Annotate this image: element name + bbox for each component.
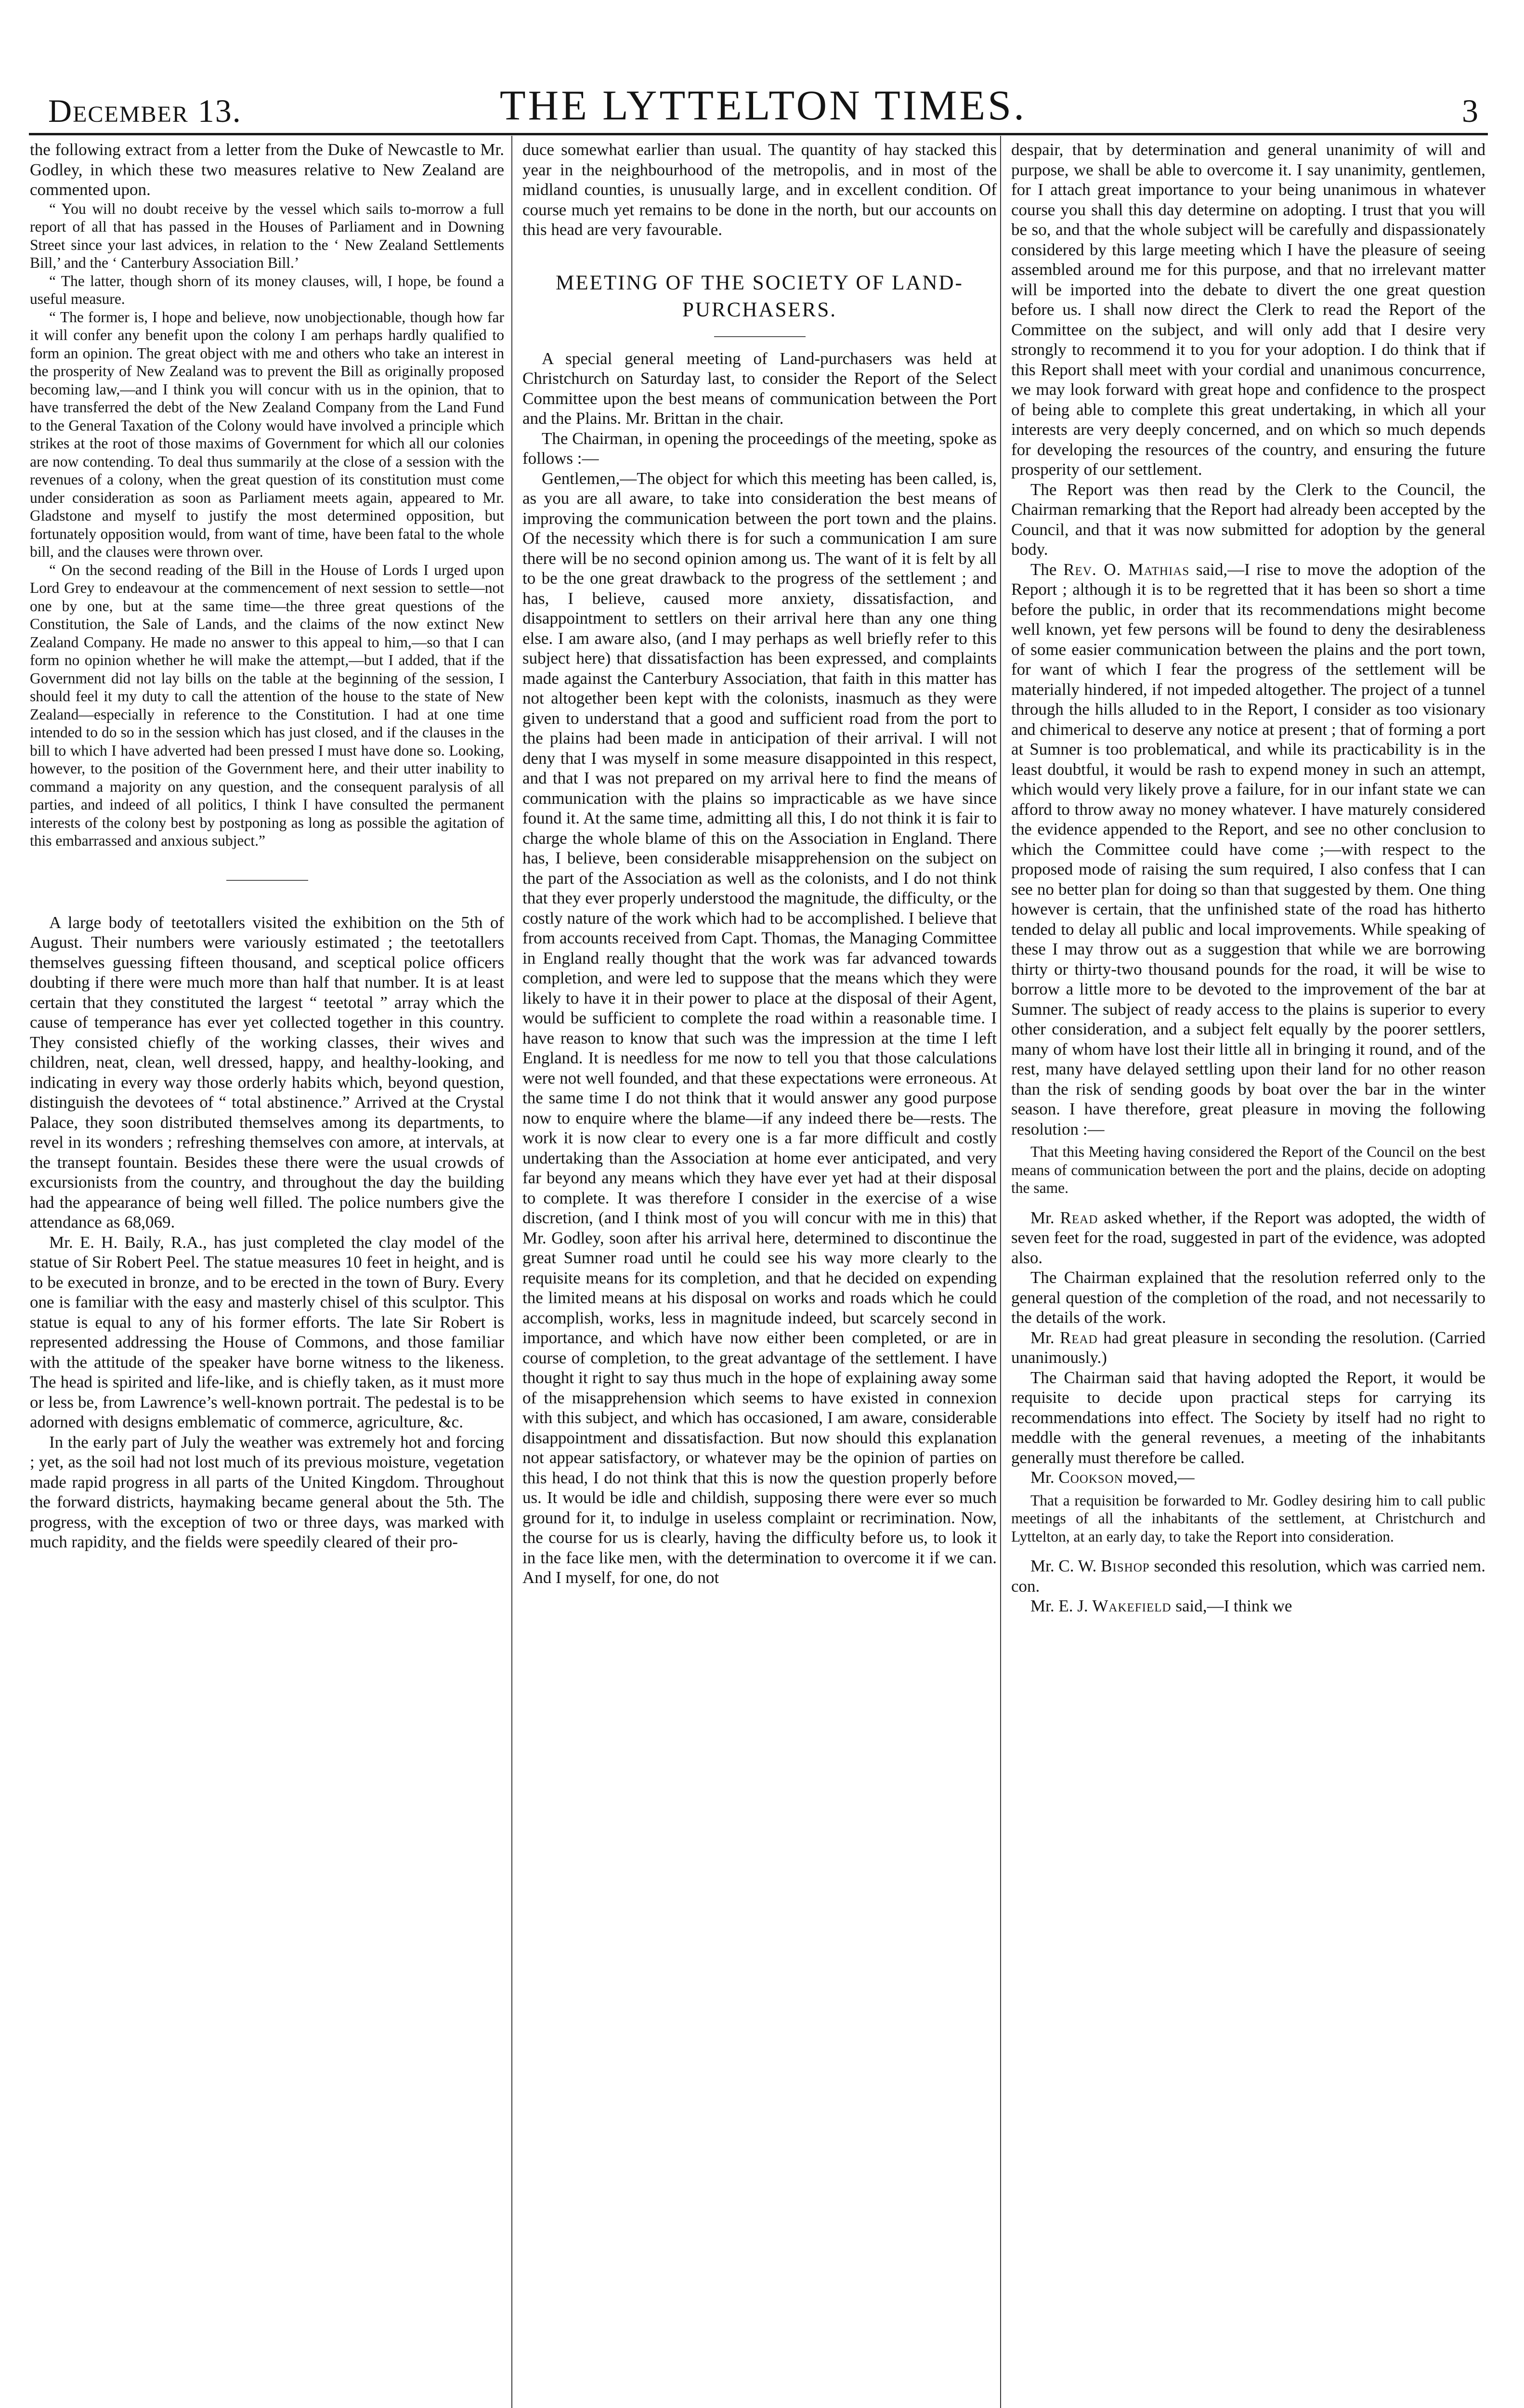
speech-paragraph: despair, that by determination and general unanimity of will and purpose, we shall be able to overcome it. I say unanimity, gentlemen, for I attach great importance to your being unanimous in whatever course you shall this day determine on adopting. I trust that you will be so, and that the whole subject will be carefully and dispassionately considered by this large meeting which I have the pleasure of seeing assembled around me for this purpose, and that no irrelevant matter will be imported into the debate to divert the one great question before us. I shall now direct the Clerk to read the Report of the Committee on the subject, and will only add that I desire very strongly to recommend it to you for your adoption. I do think that if this Report shall meet with your cordial and unanimous concurrence, we may look forward with great hope and confidence to the prospect of being able to complete this great undertaking, in which all your interests are very deeply concerned, and on which so much depends for developing the resources of the country, and ensuring the future prosperity of our settlement. [1011, 140, 1485, 479]
column-2 [522, 140, 997, 1588]
speaker-name: Read [1060, 1208, 1098, 1227]
speech-paragraph: Mr. Read had great pleasure in seconding the resolution. (Carried unanimously.) [1011, 1328, 1485, 1367]
speech-paragraph: Mr. C. W. Bishop seconded this resolution, which was carried nem. con. [1011, 1557, 1485, 1596]
section-separator [226, 880, 308, 881]
article-heading: MEETING OF THE SOCIETY OF LAND-PURCHASERS. [556, 271, 964, 321]
letter-quote-paragraph: “ You will no doubt receive by the vessel which sails to-morrow a full report of all that has passed in the Houses of Parliament and in Downing Street since your last advices, in relation to the ‘ New Zealand Settlements Bill,’ and the ‘ Canterbury Association Bill.’ [30, 200, 504, 271]
speech-paragraph: The Rev. O. Mathias said,—I rise to move the adoption of the Report ; although it is to be regretted that it has been so short a time before the public, in order that its recommendations might become well known, yet few persons will be found to deny the desirableness of some easier communication between the plains and the port town, for want of which I fear the progress of the settlement will be materially hindered, if not impeded altogether. The project of a tunnel through the hills alluded to in the Report, I consider as too visionary and chimerical to deserve any notice at present ; that of forming a port at Sumner is too problematical, and while its practicability is in the least doubtful, it would be rash to expend money in such an attempt, which would very likely prove a failure, for in our infant state we can afford to throw away no money whatever. I have maturely considered the evidence appended to the Report, and see no other conclusion to which the Committee could have come ;—with respect to the proposed mode of raising the sum required, I also confess that I can see no better plan for doing so than that suggested by them. One thing however is certain, that the unfinished state of the road has hitherto tended to delay all public and local improvements. While speaking of these I may throw out as a suggestion that while we are borrowing thirty or thirty-two thousand pounds for the road, it will be wise to borrow a little more to be devoted to the improvement of the bar at Sumner. The subject of ready access to the plains is superior to every other consideration, and a subject felt equally by the poorer settlers, many of whom have lost their little all in bringing it round, and of the rest, many have delayed settling upon their land for no other reason than the risk of sending goods by boat over the bar in the winter season. I have therefore, great pleasure in moving the following resolution :— [1011, 560, 1485, 1139]
article-paragraph: The Chairman, in opening the proceedings of the meeting, spoke as follows :— [522, 429, 997, 468]
letter-quote-paragraph: “ On the second reading of the Bill in the House of Lords I urged upon Lord Grey to endeavour at the commencement of next session to settle—not one by one, but at the same time—the three great questions of the Constitution, the Sale of Lands, and the claims of the now extinct New Zealand Company. He made no answer to this appeal to him,—so that I can form no opinion whether he will make the attempt,—but I added, that if the Government did not lay bills on the table at the beginning of the session, I should feel it my duty to call the attention of the house to the state of New Zealand—especially in reference to the Constitution. I had at one time intended to do so in the session which has just closed, and if the clauses in the bill to which I have adverted had been pressed I must have done so. Looking, however, to the position of the Government here, and their utter inability to command a majority on any question, and the consequent paralysis of all parties, and indeed of all politics, I think I have consulted the permanent interests of the colony best by postponing as long as possible the agitation of this embarrassed and anxious subject.” [30, 561, 504, 849]
speaker-name: Cookson [1058, 1468, 1123, 1487]
speech-paragraph: The Chairman explained that the resolution referred only to the general question of the completion of the road, and not necessarily to the details of the work. [1011, 1268, 1485, 1327]
masthead-rule [29, 133, 1488, 135]
article-paragraph: A special general meeting of Land-purchasers was held at Christchurch on Saturday last, to consider the Report of the Select Committee upon the best means of communication between the Port and the Plains. Mr. Brittan in the chair. [522, 349, 997, 428]
speaker-name: Wakefield [1092, 1597, 1172, 1615]
article-paragraph: The Report was then read by the Clerk to the Council, the Chairman remarking that the Report had already been accepted by the Council, and that it was now submitted for adoption by the general body. [1011, 480, 1485, 559]
speech-paragraph: Mr. Read asked whether, if the Report was adopted, the width of seven feet for the road, suggested in part of the evidence, was adopted also. [1011, 1208, 1485, 1267]
speech-paragraph: The Chairman said that having adopted the Report, it would be requisite to decide upon practical steps for carrying its recommendations into effect. The Society by itself had no right to meddle with the general revenues, a meeting of the inhabitants generally must therefore be called. [1011, 1368, 1485, 1467]
article-paragraph: Mr. E. H. Baily, R.A., has just completed the clay model of the statue of Sir Robert Peel. The statue measures 10 feet in height, and is to be executed in bronze, and to be erected in the town of Bury. Every one is familiar with the easy and masterly chisel of this sculptor. This statue is equal to any of his former efforts. The late Sir Robert is represented addressing the House of Commons, and those familiar with the attitude of the speaker have borne witness to the likeness. The head is spirited and life-like, and is chiefly taken, as it must more or less be, from Lawrence’s well-known portrait. The pedestal is to be adorned with designs emblematic of commerce, agriculture, &c. [30, 1232, 504, 1431]
speaker-name: Read [1059, 1328, 1098, 1347]
issue-date: December 13. [48, 92, 242, 129]
speech-paragraph: Gentlemen,—The object for which this meeting has been called, is, as you are all aware, to take into consideration the best means of improving the communication between the port town and the plains. Of the necessity which there is for such a communication I am sure there will be no second opinion among us. The want of it is felt by all to be the one great drawback to the progress of the settlement ; and has, I believe, caused more anxiety, dissatisfaction, and disappointment to settlers on their arrival here than any one thing else. I am aware also, (and I may perhaps as well briefly refer to this subject here) that dissatisfaction has been expressed, and complaints made against the Canterbury Association, that faith in this matter has not altogether been kept with the colonists, inasmuch as they were given to understand that a good and sufficient road from the port to the plains had been made in anticipation of their arrival. I will not deny that I was myself in some measure disappointed in this respect, and that I was not prepared on my arrival here to find the means of communication with the plains so impracticable as we have since found it. At the same time, admitting all this, I do not think it is fair to charge the whole blame of this on the Association in England. There has, I believe, been considerable misapprehension on the subject on the part of the Association as well as the colonists, and I do not think that they ever properly understood the magnitude, the difficulty, or the costly nature of the work which had to be accomplished. I believe that from accounts received from Capt. Thomas, the Managing Committee in England really thought that the work was far advanced towards completion, and were led to suppose that the means which they were likely to have it in their power to place at the disposal of their Agent, would be sufficient to complete the road within a reasonable time. I have reason to know that such was the impression at the time I left England. It is needless for me now to tell you that those calculations were not well founded, and that these expectations were erroneous. At the same time I do not think that it would answer any good purpose now to enquire where the blame—if any indeed there be—rests. The work it is now clear to every one is a far more difficult and costly undertaking than the Association at home ever anticipated, and very far beyond any means which they have ever yet had at their disposal to complete. It was therefore I consider in the exercise of a wise discretion, (and I think most of you will concur with me in this) that Mr. Godley, soon after his arrival here, determined to discontinue the great Sumner road until he could see his way more clearly to the requisite means for its completion, and that he decided on expending the limited means at his disposal on works and roads which he could accomplish, works, less in magnitude indeed, but scarcely second in importance, and which have now either been completed, or are in course of completion, to the great advantage of the settlement. I have thought it right to say thus much in the hope of explaining away some of the misapprehension which seems to have existed in connexion with this subject, and which has occasioned, I am aware, considerable disappointment and dissatisfaction. But now should this explanation not appear satisfactory, or whatever may be the opinion of parties on this head, I do not think that this is now the question properly before us. It would be idle and childish, supposing there were ever so much ground for it, to indulge in useless complaint or recrimination. Now, the course for us is clearly, having the difficulty before us, to look it in the face like men, with the determination to overcome it if we can. And I myself, for one, do not [522, 469, 997, 1587]
masthead [48, 72, 1478, 130]
column-3 [1011, 140, 1485, 1616]
speech-paragraph: Mr. Cookson moved,— [1030, 1468, 1195, 1487]
column-divider [511, 136, 512, 2408]
letter-quote-paragraph: “ The former is, I hope and believe, now unobjectionable, though how far it will confer any benefit upon the colony I am perhaps hardly qualified to form an opinion. The great object with me and others who take an interest in the prosperity of New Zealand was to prevent the Bill as originally proposed becoming law,—and I think you will concur with us in the opinion, that to have transferred the debt of the New Zealand Company from the Land Fund to the General Taxation of the Colony would have involved a principle which strikes at the root of those maxims of Government for which all our colonies are now contending. To deal thus summarily at the close of a session with the revenues of a colony, when the great question of its constitution must come under consideration as soon as Parliament meets again, appeared to Mr. Gladstone and myself to justify the most determined opposition, but fortunately opposition would, from want of time, have been fatal to the whole bill, and the clauses were thrown over. [30, 308, 504, 560]
article-paragraph: A large body of teetotallers visited the exhibition on the 5th of August. Their numbers were variously estimated ; the teetotallers themselves guessing fifteen thousand, and sceptical police officers doubting if there were much more than half that number. It is at least certain that they constituted the largest “ teetotal ” array which the cause of temperance has ever yet collected together in this country. They consisted chiefly of the working classes, their wives and children, neat, clean, well dressed, happy, and healthy-looking, and indicating in every way those orderly habits which, beyond question, distinguish the devotees of “ total abstinence.” Arrived at the Crystal Palace, they soon distributed themselves among its departments, to revel in its wonders ; refreshing themselves con amore, at intervals, at the transept fountain. Besides these there were the usual crowds of excursionists from the country, and throughout the day the building had the appearance of being well filled. The police numbers give the attendance as 68,069. [30, 913, 504, 1231]
article-paragraph: In the early part of July the weather was extremely hot and forcing ; yet, as the soil had not lost much of its previous moisture, vegetation made rapid progress in all parts of the United Kingdom. Throughout the forward districts, haymaking became general about the 5th. The progress, with the exception of two or three days, was marked with much rapidity, and the fields were speedily cleared of their pro- [30, 1432, 504, 1551]
resolution-text: That a requisition be forwarded to Mr. Godley desiring him to call public meetings of all the inhabitants of the settlement, at Christchurch and Lyttelton, at an early day, to take the Report into consideration. [1011, 1492, 1485, 1545]
article-paragraph: duce somewhat earlier than usual. The quantity of hay stacked this year in the neighbourhood of the metropolis, and in most of the midland counties, is unusually large, and in excellent condition. Of course much yet remains to be done in the north, but our accounts on this head are very favourable. [522, 140, 997, 239]
heading-rule [714, 336, 806, 337]
resolution-text: That this Meeting having considered the Report of the Council on the best means of communication between the port and the plains, decide on adopting the same. [1011, 1143, 1485, 1196]
speaker-name: Bishop [1101, 1557, 1150, 1575]
column-divider [1000, 136, 1001, 2408]
page-number: 3 [1462, 92, 1478, 129]
newspaper-title: THE LYTTELTON TIMES. [499, 82, 1027, 129]
speaker-name: Rev. O. Mathias [1063, 560, 1190, 579]
letter-quote-paragraph: “ The latter, though shorn of its money clauses, will, I hope, be found a useful measure. [30, 272, 504, 307]
article-paragraph: the following extract from a letter from the Duke of Newcastle to Mr. Godley, in which these two measures relative to New Zealand are commented upon. [30, 140, 504, 199]
speech-paragraph: Mr. E. J. Wakefield said,—I think we [1030, 1597, 1292, 1615]
column-1 [30, 140, 504, 1552]
